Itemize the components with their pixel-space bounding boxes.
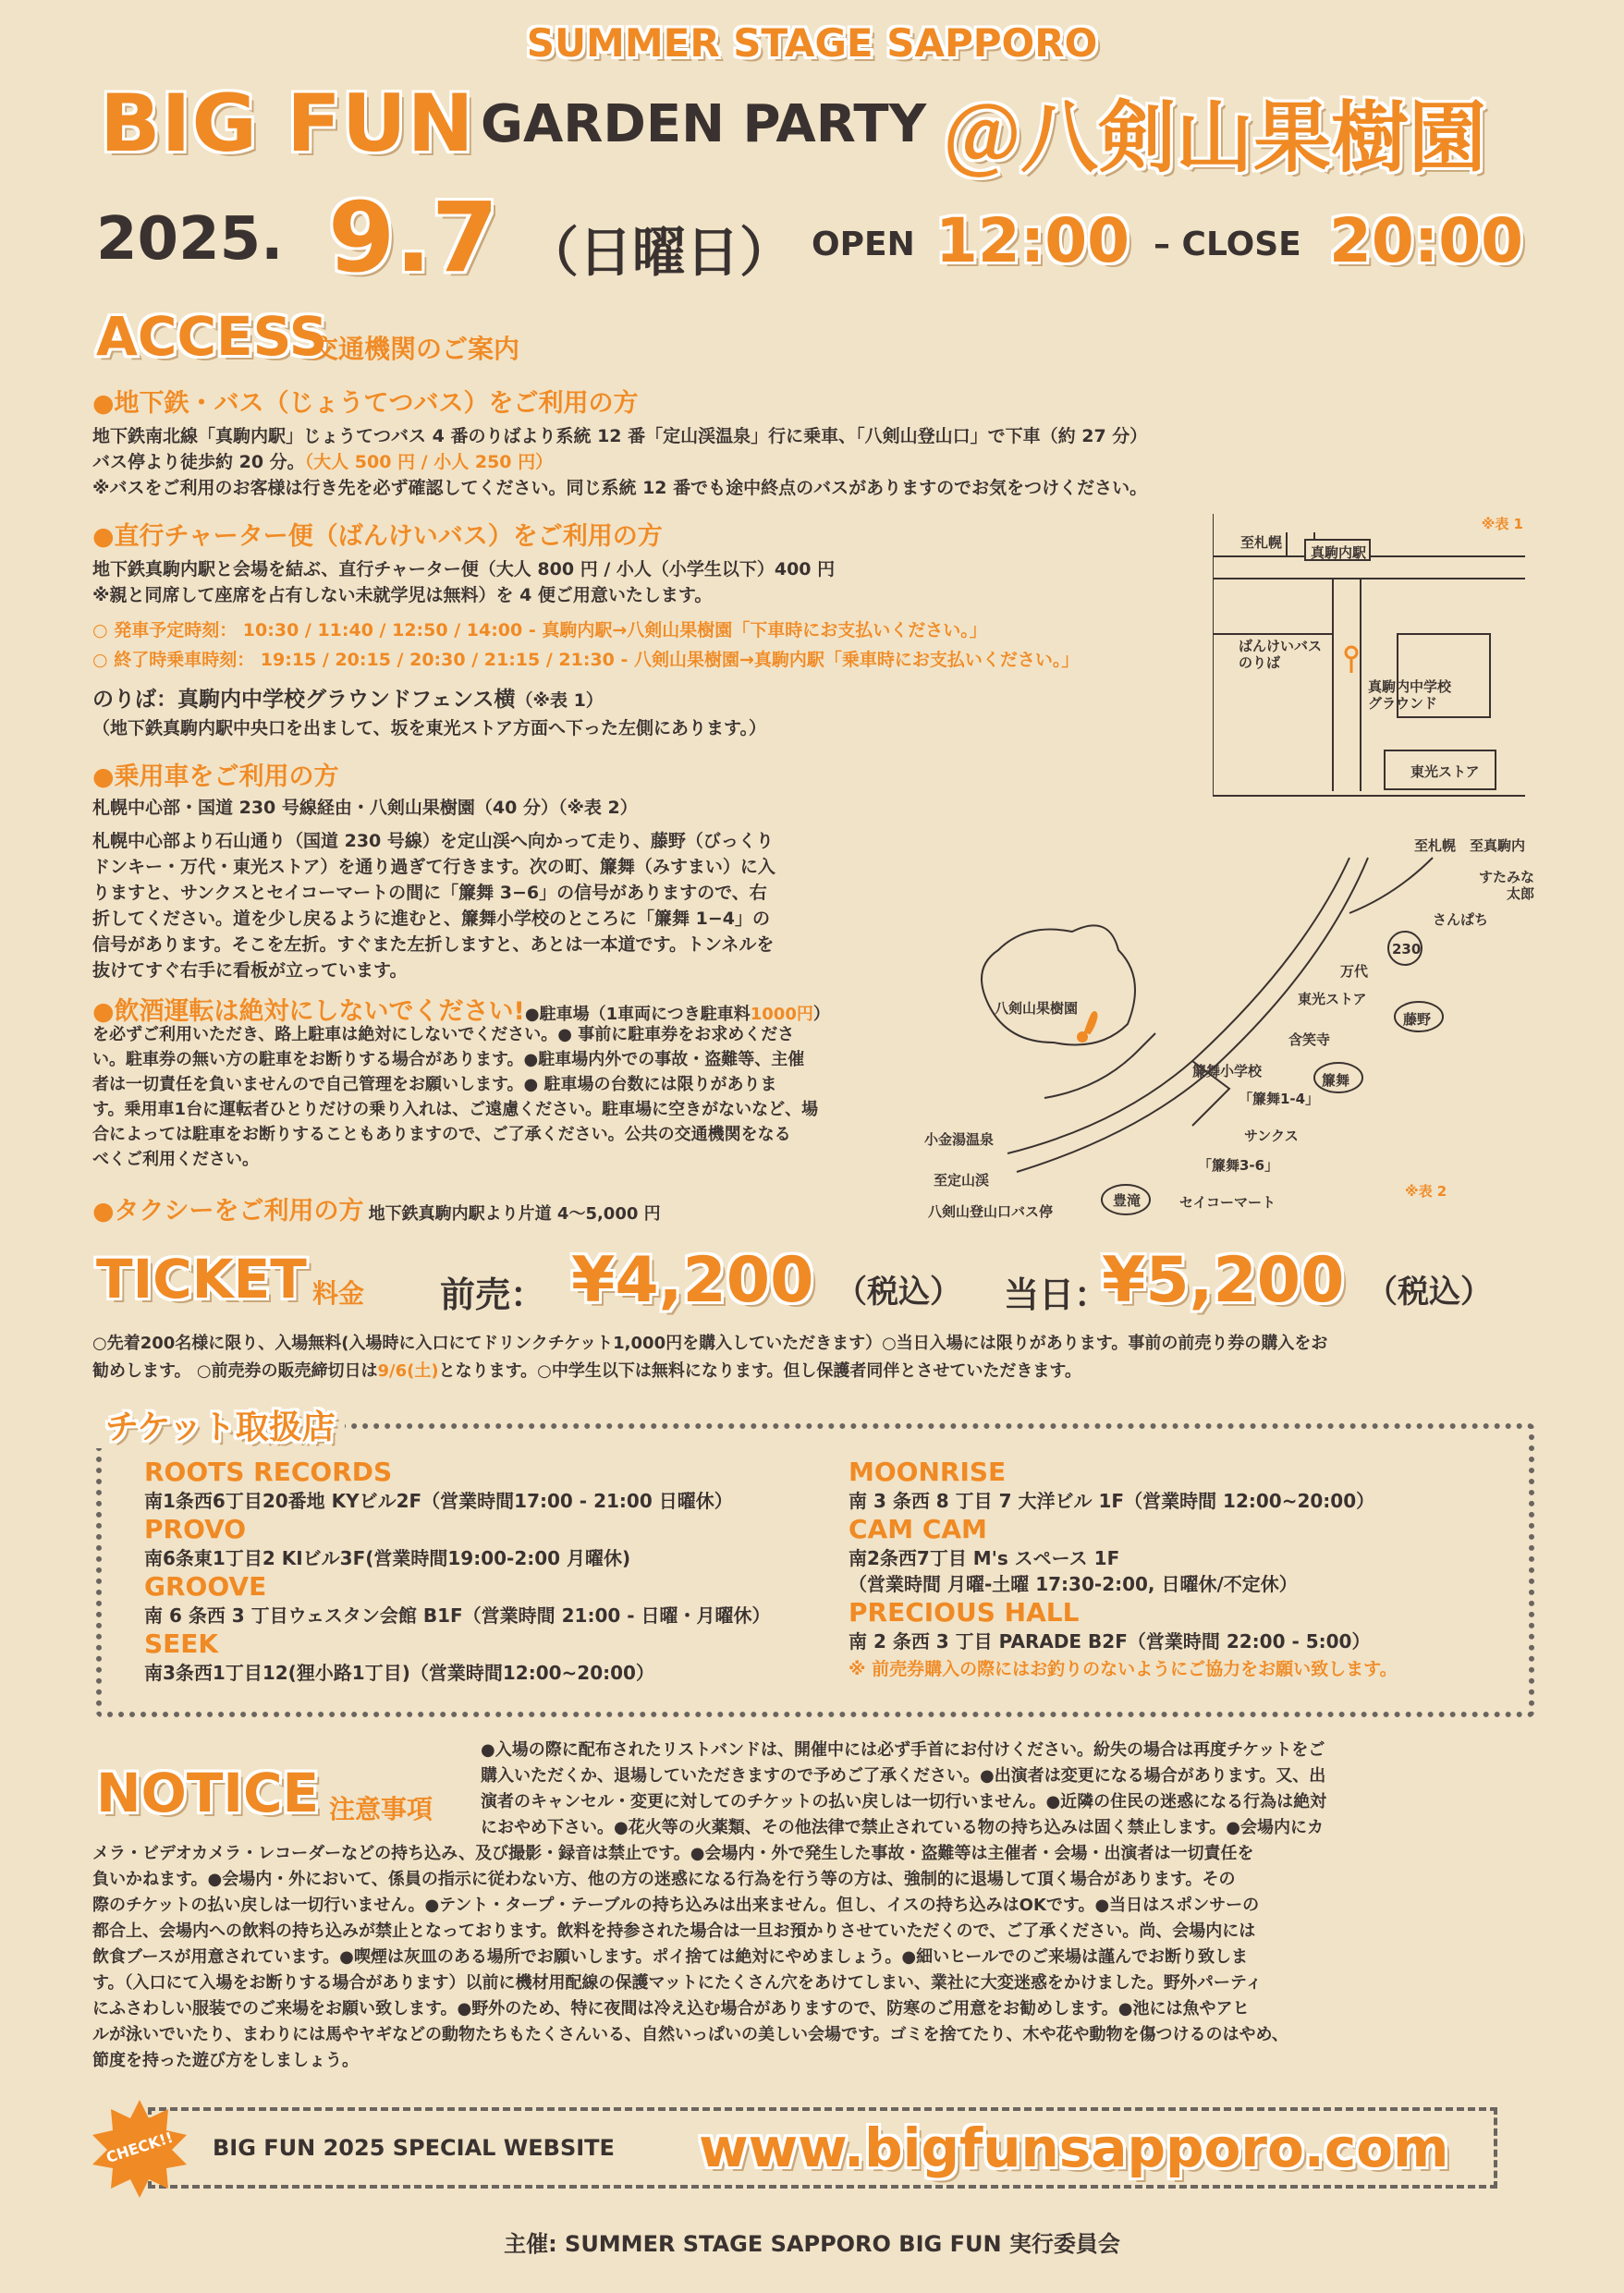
drink-driving-title: ●飲酒運転は絶対にしないでください!: [92, 997, 525, 1026]
charter-stop-detail: （地下鉄真駒内駅中央口を出まして、坂を東光ストア方面へ下った左側にあります。）: [92, 718, 767, 738]
map2-label: 含笑寺: [1288, 1031, 1331, 1048]
car-route: 札幌中心部・国道 230 号線経由・八剣山果樹園（40 分）（※表 2）: [92, 798, 638, 818]
ticket-outlets-heading: チケット取扱店: [105, 1409, 336, 1446]
outlet-info: 南3条西1丁目12(狸小路1丁目)（営業時間12:00~20:00）: [144, 1662, 654, 1684]
notice-line: 節度を持った遊び方をしましょう。: [92, 2051, 359, 2070]
close-label: – CLOSE: [1154, 226, 1301, 263]
map2-label: 万代: [1340, 963, 1369, 980]
advance-price: ¥4,200: [571, 1244, 814, 1317]
notice-full-block: [92, 1841, 1534, 2074]
car-line: 札幌中心部より石山通り（国道 230 号線）を定山渓へ向かって走り、藤野（びっくり: [92, 831, 774, 851]
map1-school: 真駒内中学校 グラウンド: [1368, 678, 1452, 712]
notice-line: にふさわしい服装でのご来場をお願い致します。●野外のため、特に夜間は冷え込む場合がありますので、防寒のご用意をお勧めします。●池には魚やアヒ: [92, 1999, 1250, 2019]
car-line: 折してください。道を少し戻るように進むと、簾舞小学校のところに「簾舞 1−4」の: [92, 909, 770, 929]
ticket-note1: ○先着200名様に限り、入場無料(入場時に入口にてドリンクチケット1,000円を購入していただきます）○当日入場には限りがあります。事前の前売り券の購入をお: [92, 1334, 1328, 1353]
charter-line1: 地下鉄真駒内駅と会場を結ぶ、直行チャーター便（大人 800 円 / 小人（小学生以下）400 円: [92, 559, 836, 579]
open-time: 12:00: [935, 205, 1130, 276]
taxi-title: ●タクシーをご利用の方: [92, 1197, 364, 1226]
outlet-name: PRECIOUS HALL: [849, 1597, 1080, 1628]
outlet-name: SEEK: [144, 1628, 219, 1659]
notice-line: 購入いただくか、退場していただきますので予めご了承ください。●出演者は変更になる場合があります。又、出: [481, 1766, 1326, 1786]
notice-line: 際のチケットの払い戻しは一切行いません。●テント・タープ・テーブルの持ち込みは出来ません。但し、イスの持ち込みはOKです。●当日はスポンサーの: [92, 1896, 1260, 1915]
check-badge: [89, 2098, 190, 2200]
car-title: ●乗用車をご利用の方: [92, 762, 339, 791]
parking-fee: 1000円: [750, 1005, 813, 1024]
outlets-note: ※ 前売券購入の際にはお釣りのないようにご協力をお願い致します。: [849, 1659, 1398, 1679]
notice-line: 演者のキャンセル・変更に対してのチケットの払い戻しは一切行いません。●近隣の住民の迷惑になる行為は絶対: [481, 1792, 1327, 1811]
outlet-name: MOONRISE: [849, 1457, 1007, 1487]
outlet-name: PROVO: [144, 1514, 247, 1544]
notice-heading: NOTICE: [96, 1762, 320, 1824]
access-heading: ACCESS: [96, 305, 328, 368]
door-tax: （税込）: [1366, 1274, 1492, 1311]
map2-label: さんぱち: [1433, 911, 1489, 928]
parking-lead-end: ）: [812, 1005, 830, 1024]
car-directions: [92, 828, 906, 983]
brand-title: BIG FUN: [100, 78, 475, 170]
map1-label: ※表 1: [1481, 516, 1523, 532]
subway-bus-line2: [92, 449, 553, 475]
parking-line: 者は一切責任を負いませんので自己管理をお願いします。● 駐車場の台数には限りがありま: [92, 1075, 777, 1094]
notice-subheading: 注意事項: [329, 1794, 433, 1824]
event-weekday: （日曜日）: [525, 221, 794, 284]
car-line: 信号があります。そこを左折。すぐまた左折しますと、あとは一本道です。トンネルを: [92, 934, 775, 955]
map2-label: すたみな 太郎: [1479, 869, 1535, 902]
outlet-info: 南6条東1丁目2 KIビル3F(営業時間19:00-2:00 月曜休): [144, 1547, 631, 1569]
map2-label: 八剣山果樹園: [995, 1000, 1079, 1017]
ticket-note2-a: 勧めします。 ○前売券の販売締切日は: [92, 1361, 378, 1381]
map2-label: 「簾舞3-6」: [1198, 1157, 1279, 1174]
map2-label: 東光ストア: [1298, 991, 1367, 1007]
event-year: 2025.: [96, 205, 284, 274]
map2-label: 至定山渓: [934, 1172, 990, 1189]
map2-label: 至真駒内: [1470, 837, 1526, 854]
access-subheading: 交通機関のご案内: [312, 334, 520, 364]
parking-line: い。駐車券の無い方の駐車をお断りする場合があります。●駐車場内外での事故・盗難等、主催: [92, 1050, 805, 1069]
notice-line: す。（入口にて入場をお断りする場合があります）以前に機材用配線の保護マットにたくさん穴をあけてしまい、業社に大変迷惑をかけました。野外パーティ: [92, 1973, 1263, 1993]
ticket-subheading: 料金: [312, 1278, 365, 1309]
outlet-provo: [144, 1514, 847, 1571]
map2-label: 八剣山登山口バス停: [928, 1203, 1054, 1220]
outlet-groove: [144, 1571, 847, 1628]
taxi-row: [92, 1190, 661, 1226]
charter-stop: [92, 682, 604, 713]
parking-line: す。乗用車1台に運転者ひとりだけの乗り入れは、ご遠慮ください。駐車場に空きがないなど、場: [92, 1100, 819, 1119]
map2-label: 至札幌: [1414, 837, 1457, 854]
charter-stop-ref: （※表 1）: [515, 690, 604, 711]
map2-label: 230: [1392, 941, 1422, 957]
outlets-left-column: [144, 1457, 847, 1686]
event-subtitle: SUMMER STAGE SAPPORO: [526, 20, 1098, 66]
outlet-roots-records: [144, 1457, 847, 1514]
ticket-heading: TICKET: [96, 1248, 307, 1311]
outlet-info: 南2条西7丁目 M's スペース 1F: [849, 1547, 1120, 1569]
taxi-fare: 地下鉄真駒内駅より片道 4〜5,000 円: [368, 1204, 661, 1224]
map2-label: 小金湯温泉: [924, 1131, 995, 1148]
map2-label: 簾舞小学校: [1192, 1063, 1263, 1079]
subway-bus-title: ●地下鉄・バス（じょうてつバス）をご利用の方: [92, 389, 639, 418]
ticket-note2-b: となります。○中学生以下は無料になります。但し保護者同伴とさせていただきます。: [438, 1361, 1081, 1381]
notice-line: 負いかねます。●会場内・外において、係員の指示に従わない方、他の方の迷惑になる行為を行う等の方は、強制的に退場して頂く場合があります。その: [92, 1870, 1236, 1889]
subway-bus-line1: 地下鉄南北線「真駒内駅」じょうてつバス 4 番のりばより系統 12 番「定山渓温泉」行に乗車、「八剣山登山口」で下車（約 27 分）: [92, 426, 1148, 446]
outlet-seek: [144, 1628, 847, 1686]
notice-line: 飲食ブースが用意されています。●喫煙は灰皿のある場所でお願いします。ポイ捨ては絶対にやめましょう。●細いヒールでのご来場は謹んでお断り致しま: [92, 1947, 1249, 1967]
outlet-precious-hall: [849, 1597, 1514, 1654]
parking-lead: ●駐車場（1車両につき駐車料: [524, 1005, 751, 1024]
door-label: 当日：: [1004, 1275, 1110, 1315]
subway-bus-note: ※バスをご利用のお客様は行き先を必ず確認してください。同じ系統 12 番でも途中終点のバスがありますのでお気をつけください。: [92, 478, 1148, 498]
close-time: 20:00: [1329, 205, 1524, 276]
map2-label: 「簾舞1-4」: [1239, 1091, 1320, 1107]
notice-line: ●入場の際に配布されたリストバンドは、開催中には必ず手首にお付けください。紛失の場合は再度チケットをご: [481, 1740, 1325, 1760]
outlet-cam-cam: [849, 1514, 1514, 1597]
parking-line: を必ずご利用いただき、路上駐車は絶対にしないでください。● 事前に駐車券をお求めくださ: [92, 1025, 795, 1044]
advance-label: 前売：: [440, 1275, 546, 1315]
check-badge-label: CHECK!!: [104, 2128, 176, 2167]
outlet-name: GROOVE: [144, 1571, 267, 1602]
map2-label: 豊滝: [1113, 1192, 1142, 1209]
map-bus-stop: [1213, 514, 1525, 797]
organizer: 主催: SUMMER STAGE SAPPORO BIG FUN 実行委員会: [504, 2231, 1120, 2257]
map1-station: 真駒内駅: [1311, 544, 1367, 561]
event-name: GARDEN PARTY: [481, 94, 927, 154]
outlets-right-column: [849, 1457, 1514, 1682]
map-car-route: [915, 821, 1544, 1218]
outlet-name: CAM CAM: [849, 1514, 987, 1544]
outlet-info: 南1条西6丁目20番地 KYビル2F（営業時間17:00 - 21:00 日曜休）: [144, 1490, 733, 1512]
map1-store: 東光ストア: [1410, 763, 1480, 780]
notice-line: メラ・ビデオカメラ・レコーダーなどの持ち込み、及び撮影・録音は禁止です。●会場内・外で発生した事故・盗難等は主催者・会場・出演者は一切責任を: [92, 1844, 1254, 1863]
open-label: OPEN: [812, 226, 915, 263]
ticket-outlets-title-wrap: [96, 1401, 345, 1448]
car-line: 抜けてすぐ右手に看板が立っています。: [92, 960, 408, 981]
notice-line: 都合上、会場内への飲料の持ち込みが禁止となっております。飲料を持参された場合は一旦お預かりさせていただくので、ご了承ください。尚、会場内には: [92, 1921, 1256, 1941]
drink-driving-body: [92, 1022, 924, 1172]
charter-title: ●直行チャーター便（ばんけいバス）をご利用の方: [92, 522, 663, 551]
outlet-info: 南 6 条西 3 丁目ウェスタン会館 B1F（営業時間 21:00 - 日曜・月曜休）: [144, 1604, 771, 1627]
notice-line: ルが泳いでいたり、まわりには馬やヤギなどの動物たちもたくさんいる、自然いっぱいの美しい会場です。ゴミを捨てたり、木や花や動物を傷つけるのはやめ、: [92, 2025, 1288, 2044]
outlet-name: ROOTS RECORDS: [144, 1457, 393, 1487]
car-line: ドンキー・万代・東光ストア）を通り過ぎて行きます。次の町、簾舞（みすまい）に入: [92, 857, 775, 877]
charter-return-times: ○ 終了時乗車時刻： 19:15 / 20:15 / 20:30 / 21:15 / 21:30 - 八剣山果樹園→真駒内駅「乗車時にお支払いください。」: [92, 650, 1080, 670]
parking-line: 合によっては駐車をお断りすることもありますので、ご了承ください。公共の交通機関をなる: [92, 1125, 791, 1144]
charter-stop-label: のりば：真駒内中学校グラウンドフェンス横: [92, 688, 516, 712]
map2-label: 簾舞: [1322, 1072, 1350, 1089]
door-price: ¥5,200: [1102, 1244, 1345, 1317]
website-label: BIG FUN 2025 SPECIAL WEBSITE: [213, 2135, 615, 2161]
charter-depart-times: ○ 発車予定時刻： 10:30 / 11:40 / 12:50 / 14:00 - 真駒内駅→八剣山果樹園「下車時にお支払いください。」: [92, 620, 987, 640]
outlet-info: 南 3 条西 8 丁目 7 大洋ビル 1F（営業時間 12:00~20:00）: [849, 1490, 1375, 1512]
venue-title: ＠八剣山果樹園: [943, 92, 1487, 183]
map2-ref: ※表 2: [1405, 1183, 1447, 1200]
outlet-info: 南 2 条西 3 丁目 PARADE B2F（営業時間 22:00 - 5:00）: [849, 1630, 1371, 1653]
outlet-hours: （営業時間 月曜-土曜 17:30-2:00, 日曜休/不定休）: [849, 1573, 1298, 1595]
parking-line: べくご利用ください。: [92, 1150, 259, 1169]
outlet-moonrise: [849, 1457, 1514, 1514]
sale-deadline: 9/6(土): [377, 1361, 439, 1381]
ticket-note2: [92, 1359, 1553, 1384]
advance-tax: （税込）: [836, 1274, 961, 1311]
website-link[interactable]: www.bigfunsapporo.com: [699, 2116, 1449, 2179]
walk-time: バス停より徒歩約 20 分。: [92, 452, 305, 472]
event-date: 9.7: [328, 181, 499, 294]
notice-right-block: [481, 1738, 1525, 1841]
notice-line: におやめ下さい。●花火等の火薬類、その他法律で禁止されている物の持ち込みは固く禁止します。●会場内にカ: [481, 1818, 1324, 1837]
bus-fare: （大人 500 円 / 小人 250 円）: [304, 452, 554, 472]
map2-label: サンクス: [1244, 1128, 1299, 1144]
charter-line2: ※親と同席して座席を占有しない未就学児は無料）を 4 便ご用意いたします。: [92, 585, 713, 605]
map1-bus-stop: ばんけいバス のりば: [1239, 638, 1323, 671]
map2-label: 藤野: [1403, 1011, 1432, 1028]
map1-to-sapporo: 至札幌: [1240, 534, 1283, 551]
car-line: りますと、サンクスとセイコーマートの間に「簾舞 3−6」の信号がありますので、右: [92, 883, 767, 903]
map2-label: セイコーマート: [1179, 1194, 1276, 1211]
